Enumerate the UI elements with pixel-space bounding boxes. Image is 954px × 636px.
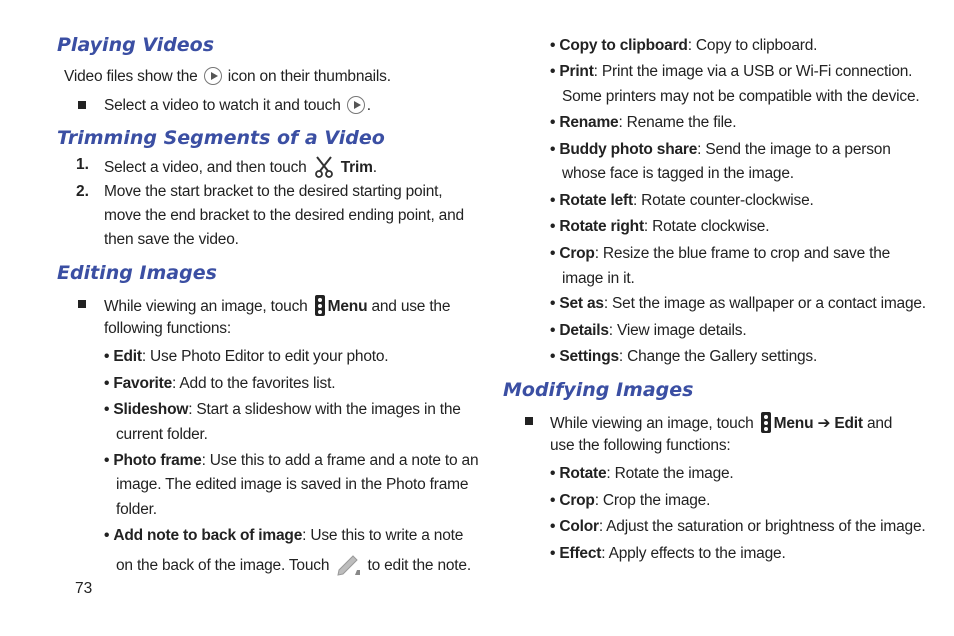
list-item-cont: whose face is tagged in the image. bbox=[562, 165, 794, 182]
editing-intro-l2: following functions: bbox=[104, 320, 231, 337]
bullet: • bbox=[550, 348, 556, 365]
text: : Use this to write a note bbox=[302, 527, 464, 544]
text: Rotate left bbox=[559, 192, 633, 209]
bullet: • bbox=[550, 141, 556, 158]
text: : Copy to clipboard. bbox=[687, 37, 818, 54]
bullet: • bbox=[550, 37, 556, 54]
text: : View image details. bbox=[608, 322, 747, 339]
text: : Rotate the image. bbox=[606, 465, 734, 482]
list-item bbox=[550, 63, 912, 81]
text: Video files show the bbox=[64, 68, 198, 85]
list-item bbox=[550, 37, 817, 55]
text: : Add to the favorites list. bbox=[172, 375, 336, 392]
trim-step2-l3: then save the video. bbox=[104, 231, 239, 248]
bullet: • bbox=[550, 192, 556, 209]
text: Set as bbox=[559, 295, 604, 312]
play-icon bbox=[204, 67, 222, 85]
text: . bbox=[366, 97, 371, 114]
text: Details bbox=[559, 322, 609, 339]
menu-icon bbox=[761, 412, 771, 433]
heading-editing-images: Editing Images bbox=[57, 262, 217, 284]
bullet: • bbox=[550, 114, 556, 131]
list-item bbox=[550, 295, 926, 313]
bullet: • bbox=[104, 452, 110, 469]
text: Rename bbox=[559, 114, 619, 131]
list-item-cont: current folder. bbox=[116, 426, 208, 443]
page-number: 73 bbox=[75, 580, 93, 597]
text: Edit bbox=[834, 415, 863, 432]
bullet: • bbox=[550, 518, 556, 535]
list-item bbox=[550, 192, 814, 210]
text: : Start a slideshow with the images in the bbox=[188, 401, 461, 418]
list-item bbox=[550, 114, 736, 132]
scissors-icon bbox=[313, 156, 335, 178]
text: : Rename the file. bbox=[618, 114, 737, 131]
text: Crop bbox=[559, 492, 595, 509]
text: Edit bbox=[113, 348, 142, 365]
arrow-right-icon: ➔ bbox=[817, 415, 831, 432]
text: : Change the Gallery settings. bbox=[618, 348, 818, 365]
text: Add note to back of image bbox=[113, 527, 303, 544]
list-item bbox=[550, 245, 890, 263]
text: While viewing an image, touch bbox=[104, 298, 308, 315]
editing-intro-l1 bbox=[104, 295, 450, 316]
text: : Rotate clockwise. bbox=[643, 218, 770, 235]
text: and use the bbox=[371, 298, 451, 315]
list-item bbox=[104, 375, 335, 393]
bullet: • bbox=[550, 218, 556, 235]
bullet: • bbox=[104, 375, 110, 392]
list-item bbox=[550, 545, 786, 563]
bullet: • bbox=[550, 295, 556, 312]
text: Color bbox=[559, 518, 599, 535]
square-bullet-icon bbox=[78, 101, 86, 109]
list-item bbox=[550, 518, 926, 536]
text: Menu bbox=[773, 415, 814, 432]
list-item-cont: Some printers may not be compatible with the device. bbox=[562, 88, 920, 105]
text: icon on their thumbnails. bbox=[227, 68, 391, 85]
bullet: • bbox=[550, 545, 556, 562]
trim-step2-l2: move the end bracket to the desired ending point, and bbox=[104, 207, 464, 224]
bullet: • bbox=[104, 527, 110, 544]
bullet: • bbox=[550, 465, 556, 482]
list-item bbox=[550, 322, 746, 340]
text: : Resize the blue frame to crop and save the bbox=[594, 245, 891, 262]
trim-step1 bbox=[104, 156, 377, 178]
text: : Use this to add a frame and a note to an bbox=[201, 452, 479, 469]
text: Copy to clipboard bbox=[559, 37, 688, 54]
heading-playing-videos: Playing Videos bbox=[57, 34, 215, 56]
text: Buddy photo share bbox=[559, 141, 698, 158]
list-item bbox=[550, 141, 891, 159]
modifying-intro-l2: use the following functions: bbox=[550, 437, 731, 454]
text: Select a video, and then touch bbox=[104, 159, 307, 176]
list-item-cont: image in it. bbox=[562, 270, 635, 287]
modifying-intro-l1 bbox=[550, 412, 892, 433]
bullet: • bbox=[104, 401, 110, 418]
text: Print bbox=[559, 63, 594, 80]
text: . bbox=[372, 159, 377, 176]
list-item-cont bbox=[116, 552, 471, 576]
step-number: 2. bbox=[76, 183, 89, 200]
step-number: 1. bbox=[76, 156, 89, 173]
text: on the back of the image. Touch bbox=[116, 557, 330, 574]
text: Trim bbox=[340, 159, 373, 176]
list-item bbox=[550, 348, 817, 366]
text: Select a video to watch it and touch bbox=[104, 97, 341, 114]
bullet: • bbox=[550, 63, 556, 80]
text: : Adjust the saturation or brightness of the image. bbox=[598, 518, 926, 535]
text: Slideshow bbox=[113, 401, 189, 418]
list-item bbox=[550, 465, 734, 483]
text: Settings bbox=[559, 348, 619, 365]
text: : Print the image via a USB or Wi-Fi connection. bbox=[593, 63, 913, 80]
text: Favorite bbox=[113, 375, 173, 392]
square-bullet-icon bbox=[525, 417, 533, 425]
bullet: • bbox=[550, 492, 556, 509]
playing-bullet-line bbox=[104, 96, 371, 115]
text: : Rotate counter-clockwise. bbox=[632, 192, 814, 209]
list-item bbox=[550, 218, 769, 236]
list-item bbox=[550, 492, 710, 510]
text: While viewing an image, touch bbox=[550, 415, 754, 432]
trim-step2-l1: Move the start bracket to the desired starting point, bbox=[104, 183, 443, 200]
list-item-cont: image. The edited image is saved in the Photo frame bbox=[116, 476, 469, 493]
bullet: • bbox=[104, 348, 110, 365]
text: Photo frame bbox=[113, 452, 202, 469]
text: and bbox=[866, 415, 893, 432]
playing-intro-line bbox=[64, 67, 391, 86]
text: Menu bbox=[327, 298, 368, 315]
text: : Set the image as wallpaper or a contact image. bbox=[603, 295, 926, 312]
text: Rotate right bbox=[559, 218, 644, 235]
bullet: • bbox=[550, 245, 556, 262]
list-item bbox=[104, 452, 478, 470]
bullet: • bbox=[550, 322, 556, 339]
play-icon bbox=[347, 96, 365, 114]
text: Rotate bbox=[559, 465, 607, 482]
text: : Use Photo Editor to edit your photo. bbox=[141, 348, 389, 365]
text: Crop bbox=[559, 245, 595, 262]
heading-trimming: Trimming Segments of a Video bbox=[57, 127, 385, 149]
text: : Apply effects to the image. bbox=[601, 545, 786, 562]
list-item-cont: folder. bbox=[116, 501, 157, 518]
text: to edit the note. bbox=[367, 557, 471, 574]
list-item bbox=[104, 348, 388, 366]
pencil-icon bbox=[335, 552, 361, 576]
list-item bbox=[104, 527, 463, 545]
text: : Send the image to a person bbox=[697, 141, 891, 158]
menu-icon bbox=[315, 295, 325, 316]
text: : Crop the image. bbox=[594, 492, 711, 509]
square-bullet-icon bbox=[78, 300, 86, 308]
heading-modifying-images: Modifying Images bbox=[503, 379, 694, 401]
list-item bbox=[104, 401, 461, 419]
text: Effect bbox=[559, 545, 602, 562]
